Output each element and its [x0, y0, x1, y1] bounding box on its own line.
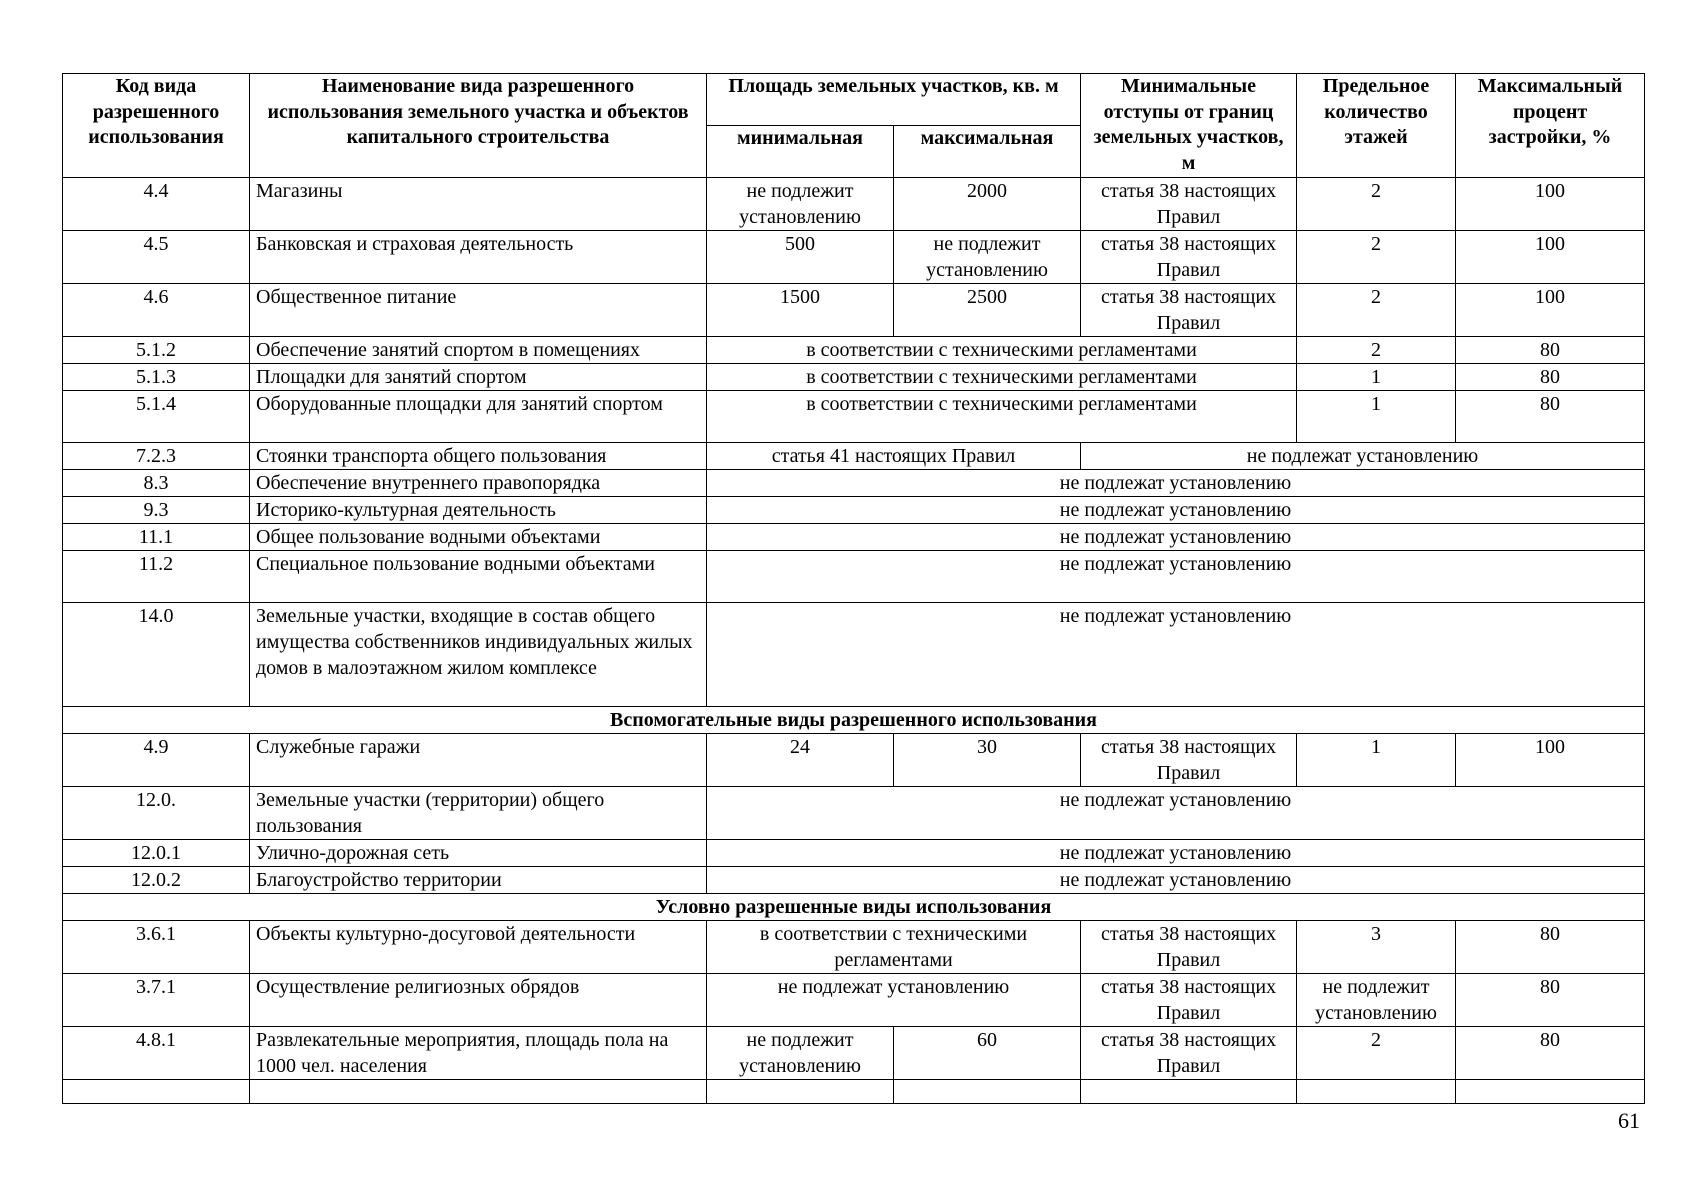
code-cell: 12.0.2: [63, 867, 250, 894]
coverage-cell: 80: [1456, 974, 1645, 1027]
area-cell: не подлежат установлению: [707, 974, 1081, 1027]
name-cell: Обеспечение внутреннего правопорядка: [250, 470, 707, 497]
area-cell: статья 41 настоящих Правил: [707, 443, 1081, 470]
name-cell: Служебные гаражи: [250, 734, 707, 787]
empty-cell: [1297, 1080, 1456, 1104]
land-use-regulations-table: [62, 73, 1645, 1104]
floors-cell: не подлежит установлению: [1297, 974, 1456, 1027]
name-cell: Обеспечение занятий спортом в помещениях: [250, 337, 707, 364]
code-cell: 7.2.3: [63, 443, 250, 470]
coverage-cell: 100: [1456, 734, 1645, 787]
area-max-cell: 60: [894, 1027, 1081, 1080]
code-cell: 9.3: [63, 497, 250, 524]
header-floors: Предельное количество этажей: [1297, 74, 1456, 178]
floors-cell: 1: [1297, 734, 1456, 787]
setback-cell: статья 38 настоящих Правил: [1081, 284, 1297, 337]
empty-cell: [1456, 1080, 1645, 1104]
name-cell: Развлекательные мероприятия, площадь пола на 1000 чел. населения: [250, 1027, 707, 1080]
name-cell: Объекты культурно-досуговой деятельности: [250, 921, 707, 974]
name-cell: Оборудованные площадки для занятий спортом: [250, 391, 707, 443]
table-row: [63, 231, 1645, 284]
table-row: [63, 391, 1645, 443]
params-cell: не подлежат установлению: [707, 603, 1645, 707]
floors-cell: 2: [1297, 1027, 1456, 1080]
table-row: [63, 364, 1645, 391]
page-number: 61: [1618, 1108, 1640, 1133]
floors-cell: 1: [1297, 364, 1456, 391]
empty-cell: [63, 1080, 250, 1104]
area-min-cell: не подлежит установлению: [707, 178, 894, 231]
setback-cell: статья 38 настоящих Правил: [1081, 974, 1297, 1027]
params-cell: не подлежат установлению: [707, 787, 1645, 840]
params-cell: не подлежат установлению: [1081, 443, 1645, 470]
header-coverage: Максимальный процент застройки, %: [1456, 74, 1645, 178]
coverage-cell: 80: [1456, 337, 1645, 364]
params-cell: не подлежат установлению: [707, 470, 1645, 497]
name-cell: Общественное питание: [250, 284, 707, 337]
setback-cell: статья 38 настоящих Правил: [1081, 921, 1297, 974]
setback-cell: статья 38 настоящих Правил: [1081, 734, 1297, 787]
table-row: [63, 1027, 1645, 1080]
code-cell: 11.1: [63, 524, 250, 551]
area-max-cell: 2500: [894, 284, 1081, 337]
name-cell: Стоянки транспорта общего пользования: [250, 443, 707, 470]
floors-cell: 1: [1297, 391, 1456, 443]
area-min-cell: 500: [707, 231, 894, 284]
table-row: [63, 284, 1645, 337]
header-area: Площадь земельных участков, кв. м: [707, 74, 1081, 126]
empty-row: [63, 1080, 1645, 1104]
code-cell: 12.0.: [63, 787, 250, 840]
section-heading-auxiliary: Вспомогательные виды разрешенного использования: [63, 707, 1645, 734]
area-min-cell: не подлежит установлению: [707, 1027, 894, 1080]
floors-cell: 2: [1297, 178, 1456, 231]
name-cell: Банковская и страховая деятельность: [250, 231, 707, 284]
area-max-cell: 30: [894, 734, 1081, 787]
area-setback-cell: в соответствии с техническими регламентами: [707, 364, 1297, 391]
floors-cell: 3: [1297, 921, 1456, 974]
coverage-cell: 80: [1456, 391, 1645, 443]
code-cell: 3.6.1: [63, 921, 250, 974]
code-cell: 4.4: [63, 178, 250, 231]
table-row: [63, 867, 1645, 894]
empty-cell: [707, 1080, 894, 1104]
area-setback-cell: в соответствии с техническими регламентами: [707, 391, 1297, 443]
floors-cell: 2: [1297, 284, 1456, 337]
table-row: [63, 470, 1645, 497]
name-cell: Улично-дорожная сеть: [250, 840, 707, 867]
name-cell: Специальное пользование водными объектами: [250, 551, 707, 603]
area-setback-cell: в соответствии с техническими регламентами: [707, 337, 1297, 364]
coverage-cell: 100: [1456, 284, 1645, 337]
code-cell: 5.1.2: [63, 337, 250, 364]
code-cell: 4.5: [63, 231, 250, 284]
table-row: [63, 524, 1645, 551]
header-row: [63, 74, 1645, 126]
coverage-cell: 80: [1456, 921, 1645, 974]
empty-cell: [1081, 1080, 1297, 1104]
params-cell: не подлежат установлению: [707, 840, 1645, 867]
code-cell: 5.1.3: [63, 364, 250, 391]
section-row: [63, 894, 1645, 921]
table-row: [63, 603, 1645, 707]
table-row: [63, 337, 1645, 364]
coverage-cell: 80: [1456, 364, 1645, 391]
header-code: Код вида разрешенного использования: [63, 74, 250, 178]
code-cell: 4.8.1: [63, 1027, 250, 1080]
table-row: [63, 921, 1645, 974]
coverage-cell: 100: [1456, 178, 1645, 231]
area-max-cell: не подлежит установлению: [894, 231, 1081, 284]
floors-cell: 2: [1297, 231, 1456, 284]
header-setbacks: Минимальные отступы от границ земельных участков, м: [1081, 74, 1297, 178]
params-cell: не подлежат установлению: [707, 551, 1645, 603]
code-cell: 12.0.1: [63, 840, 250, 867]
empty-cell: [250, 1080, 707, 1104]
coverage-cell: 80: [1456, 1027, 1645, 1080]
table-row: [63, 974, 1645, 1027]
table-row: [63, 787, 1645, 840]
code-cell: 11.2: [63, 551, 250, 603]
section-row: [63, 707, 1645, 734]
area-cell: в соответствии с техническими регламентами: [707, 921, 1081, 974]
table-row: [63, 178, 1645, 231]
empty-cell: [894, 1080, 1081, 1104]
name-cell: Земельные участки, входящие в состав общего имущества собственников индивидуальных жилых домов в малоэтажном жилом комплексе: [250, 603, 707, 707]
code-cell: 5.1.4: [63, 391, 250, 443]
header-area-max: максимальная: [894, 126, 1081, 178]
code-cell: 4.9: [63, 734, 250, 787]
header-area-min: минимальная: [707, 126, 894, 178]
code-cell: 4.6: [63, 284, 250, 337]
area-max-cell: 2000: [894, 178, 1081, 231]
code-cell: 8.3: [63, 470, 250, 497]
table-row: [63, 840, 1645, 867]
params-cell: не подлежат установлению: [707, 497, 1645, 524]
area-min-cell: 1500: [707, 284, 894, 337]
name-cell: Осуществление религиозных обрядов: [250, 974, 707, 1027]
setback-cell: статья 38 настоящих Правил: [1081, 231, 1297, 284]
name-cell: Земельные участки (территории) общего пользования: [250, 787, 707, 840]
name-cell: Магазины: [250, 178, 707, 231]
header-name: Наименование вида разрешенного использования земельного участка и объектов капитального строительства: [250, 74, 707, 178]
name-cell: Общее пользование водными объектами: [250, 524, 707, 551]
name-cell: Площадки для занятий спортом: [250, 364, 707, 391]
params-cell: не подлежат установлению: [707, 867, 1645, 894]
params-cell: не подлежат установлению: [707, 524, 1645, 551]
code-cell: 14.0: [63, 603, 250, 707]
name-cell: Историко-культурная деятельность: [250, 497, 707, 524]
floors-cell: 2: [1297, 337, 1456, 364]
code-cell: 3.7.1: [63, 974, 250, 1027]
setback-cell: статья 38 настоящих Правил: [1081, 178, 1297, 231]
table-row: [63, 497, 1645, 524]
setback-cell: статья 38 настоящих Правил: [1081, 1027, 1297, 1080]
name-cell: Благоустройство территории: [250, 867, 707, 894]
coverage-cell: 100: [1456, 231, 1645, 284]
table-row: [63, 551, 1645, 603]
area-min-cell: 24: [707, 734, 894, 787]
section-heading-conditional: Условно разрешенные виды использования: [63, 894, 1645, 921]
table-row: [63, 443, 1645, 470]
table-row: [63, 734, 1645, 787]
